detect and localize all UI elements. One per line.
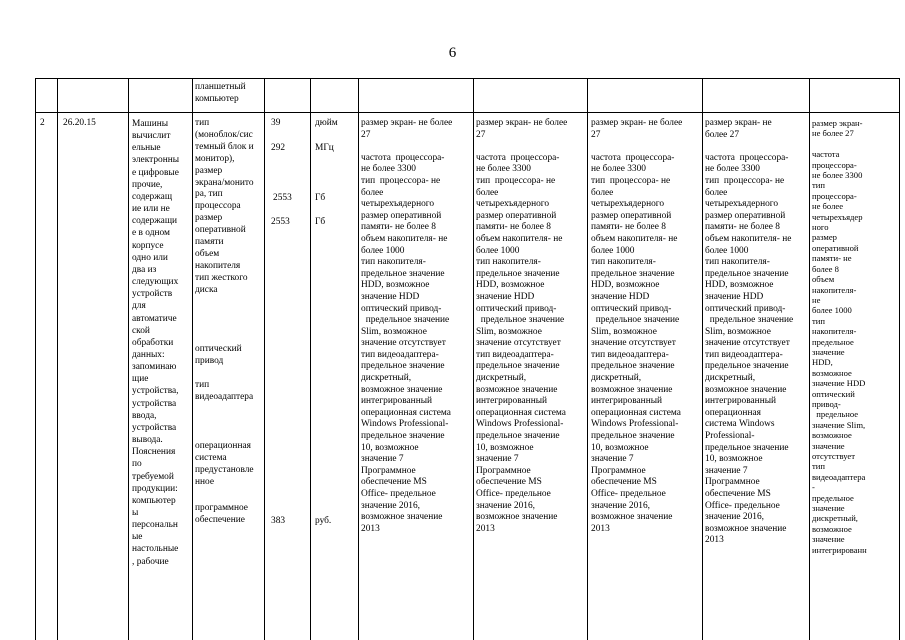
unit-name: Гб: [315, 193, 326, 203]
spec-values-column: размер экран- не более 27 частота процессора- не более 3300 тип процессора- не более четырехъядерного размер оперативной памяти- не более 8 объем накопителя- не более 1000 тип накопителя- предельное значение HDD, возможное значение HDD оптический привод- предельное значение Slim, возможное значение отсутствует тип видеоадаптера- предельное значение дискретный, возможное значение интегрированный операционная система Windows Professional- предельное значение 10, возможное значение 7 Программное обеспечение MS Office- предельное значение 2016, возможное значение 2013: [705, 118, 794, 546]
row-number: 2: [40, 118, 45, 128]
okei-code: 2553: [273, 193, 292, 203]
table-top-border: [35, 78, 900, 79]
okei-code: 383: [271, 516, 286, 526]
okei-code: 292: [271, 143, 286, 153]
column-border: [192, 78, 193, 640]
column-border: [57, 78, 58, 640]
column-border: [264, 78, 265, 640]
unit-name: руб.: [315, 516, 332, 526]
product-name: Машины вычислит ельные электронны е цифровые прочие, содержащ ие или не содержащи е в одном корпусе одно или два из следующих устройств для автоматиче ской обработки данных: запоминаю щие устройства, устройства ввода, устройства вывода. Пояснения по требуемой продукции: компьютер ы персональн ые настольные , рабочие: [132, 119, 180, 567]
characteristic-group-1: тип (моноблок/сис темный блок и монитор), размер экрана/монито ра, тип процессора размер оперативной памяти объем накопителя тип жесткого диска: [195, 118, 254, 295]
characteristic-group-3: операционная система предустановле нное: [195, 441, 254, 487]
top-row-characteristic: планшетный компьютер: [195, 82, 246, 104]
column-border: [473, 78, 474, 640]
column-border: [310, 78, 311, 640]
column-border: [128, 78, 129, 640]
unit-name: МГц: [315, 143, 334, 153]
spec-values-column: размер экран- не более 27 частота процессора- не более 3300 тип процессора- не более четырехъядерного размер оперативной памяти- не более 8 объем накопителя- не более 1000 тип накопителя- предельное значение HDD, возможное значение HDD оптический привод- предельное значение Slim, возможное значение отсутствует тип видеоадаптера- предельное значение дискретный, возможное значение интегрированный операционная система Windows Professional- предельное значение 10, возможное значение 7 Программное обеспечение MS Office- предельное значение 2016, возможное значение 2013: [591, 118, 683, 534]
okei-code: 2553: [271, 217, 290, 227]
okpd-code: 26.20.15: [63, 118, 96, 128]
column-border: [899, 78, 900, 640]
unit-name: дюйм: [315, 118, 338, 128]
column-border: [358, 78, 359, 640]
page-number: 6: [448, 45, 457, 61]
column-border: [35, 78, 36, 640]
characteristic-group-2: оптический привод тип видеоадаптера: [195, 344, 254, 402]
unit-name: Гб: [315, 217, 326, 227]
characteristic-group-4: программное обеспечение: [195, 503, 248, 525]
row-divider: [35, 112, 900, 113]
spec-values-column: размер экран- не более 27 частота процессора- не более 3300 тип процессора- не более четырехъядер ного размер оперативной памяти- не более 8 объем накопителя- не более 1000 тип накопителя- предельное значение HDD, возможное значение HDD оптический привод- предельное значение Slim, возможное значение отсутствует тип видеоадаптера - предельное значение дискретный, возможное значение интегрированн: [812, 118, 867, 555]
column-border: [587, 78, 588, 640]
column-border: [809, 78, 810, 640]
spec-values-column: размер экран- не более 27 частота процессора- не более 3300 тип процессора- не более четырехъядерного размер оперативной памяти- не более 8 объем накопителя- не более 1000 тип накопителя- предельное значение HDD, возможное значение HDD оптический привод- предельное значение Slim, возможное значение отсутствует тип видеоадаптера- предельное значение дискретный, возможное значение интегрированный операционная система Windows Professional- предельное значение 10, возможное значение 7 Программное обеспечение MS Office- предельное значение 2016, возможное значение 2013: [361, 118, 453, 534]
column-border: [702, 78, 703, 640]
spec-values-column: размер экран- не более 27 частота процессора- не более 3300 тип процессора- не более четырехъядерного размер оперативной памяти- не более 8 объем накопителя- не более 1000 тип накопителя- предельное значение HDD, возможное значение HDD оптический привод- предельное значение Slim, возможное значение отсутствует тип видеоадаптера- предельное значение дискретный, возможное значение интегрированный операционная система Windows Professional- предельное значение 10, возможное значение 7 Программное обеспечение MS Office- предельное значение 2016, возможное значение 2013: [476, 118, 568, 534]
okei-code: 39: [271, 118, 281, 128]
